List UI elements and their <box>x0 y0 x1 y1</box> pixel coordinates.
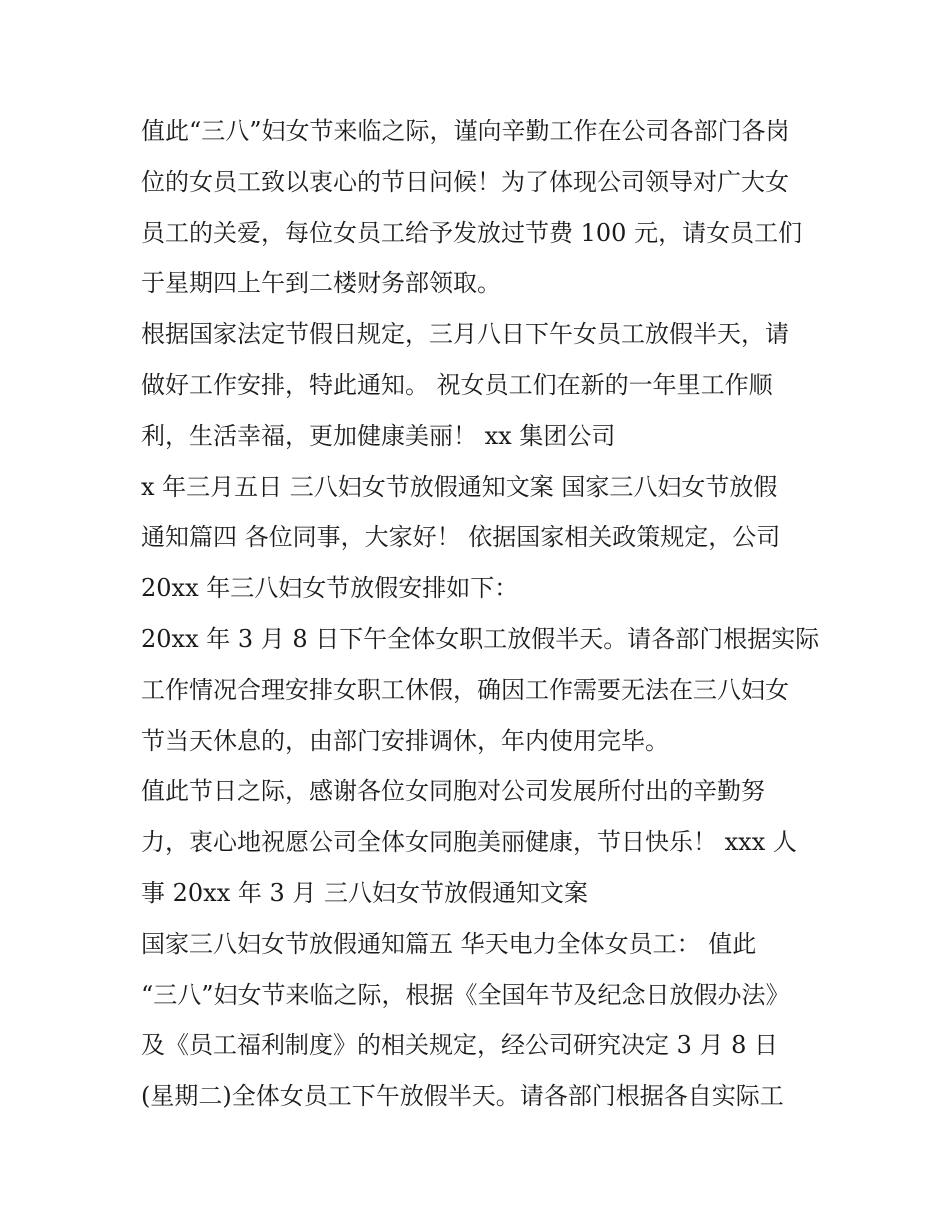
text-line: 位的女员工致以衷心的节日问候！为了体现公司领导对广大女 <box>141 167 789 196</box>
text-line: 事 20xx 年 3 月 三八妇女节放假通知文案 <box>141 878 589 907</box>
text-line: 节当天休息的，由部门安排调休，年内使用完毕。 <box>141 726 669 755</box>
text-line: 国家三八妇女节放假通知篇五 华天电力全体女员工： 值此 <box>141 929 757 958</box>
text-line: 利，生活幸福，更加健康美丽！ xx 集团公司 <box>141 421 616 450</box>
text-line: 于星期四上午到二楼财务部领取。 <box>141 269 501 298</box>
text-line: 根据国家法定节假日规定，三月八日下午女员工放假半天，请 <box>141 320 789 349</box>
text-line: (星期二)全体女员工下午放假半天。请各部门根据各自实际工 <box>141 1082 784 1111</box>
text-line: 20xx 年 3 月 8 日下午全体女职工放假半天。请各部门根据实际 <box>141 624 820 653</box>
text-line: 员工的关爱，每位女员工给予发放过节费 100 元，请女员工们 <box>141 218 803 247</box>
text-line: 工作情况合理安排女职工休假，确因工作需要无法在三八妇女 <box>141 675 789 704</box>
text-line: 及《员工福利制度》的相关规定，经公司研究决定 3 月 8 日 <box>141 1031 779 1060</box>
text-line: “三八”妇女节来临之际，根据《全国年节及纪念日放假办法》 <box>141 980 790 1009</box>
text-line: 力，衷心地祝愿公司全体女同胞美丽健康，节日快乐！ xxx 人 <box>141 828 797 857</box>
document-body <box>141 106 821 1122</box>
text-line: 20xx 年三八妇女节放假安排如下： <box>141 574 519 603</box>
text-line: x 年三月五日 三八妇女节放假通知文案 国家三八妇女节放假 <box>141 472 778 501</box>
text-line: 值此节日之际，感谢各位女同胞对公司发展所付出的辛勤努 <box>141 777 765 806</box>
text-line: 做好工作安排，特此通知。 祝女员工们在新的一年里工作顺 <box>141 370 773 399</box>
text-line: 值此“三八”妇女节来临之际，谨向辛勤工作在公司各部门各岗 <box>141 117 790 145</box>
text-line: 通知篇四 各位同事，大家好！ 依据国家相关政策规定，公司 <box>141 523 781 552</box>
